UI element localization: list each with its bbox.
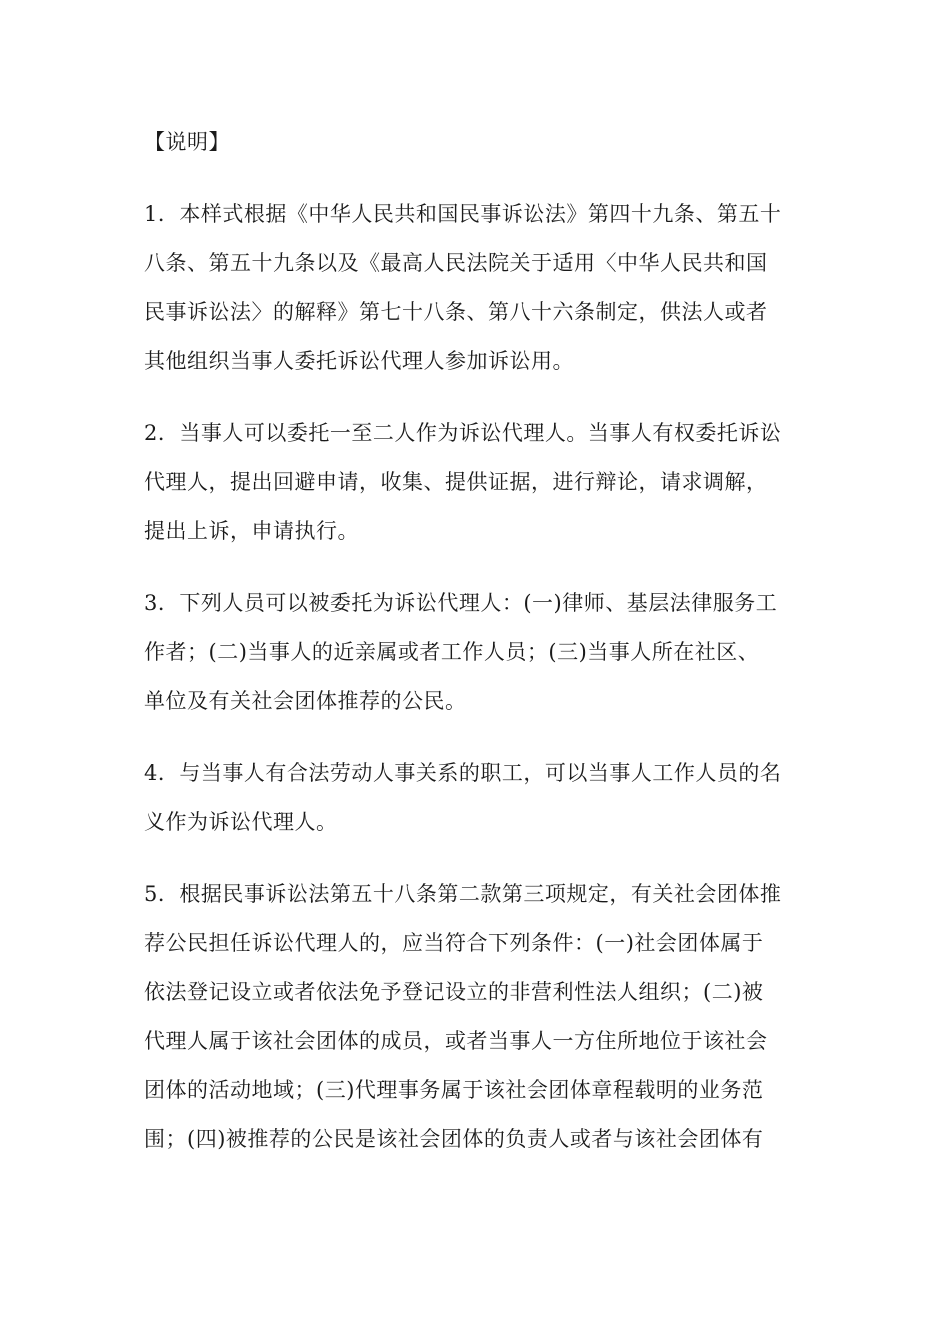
document-page bbox=[144, 118, 808, 1187]
paragraph-line: 义作为诉讼代理人。 bbox=[144, 810, 338, 834]
paragraph-line: 代理人属于该社会团体的成员，或者当事人一方住所地位于该社会 bbox=[144, 1029, 768, 1053]
paragraph-4 bbox=[144, 749, 808, 847]
paragraph-line: 5．根据民事诉讼法第五十八条第二款第三项规定，有关社会团体推 bbox=[144, 882, 782, 906]
section-heading: 【说明】 bbox=[144, 130, 230, 154]
paragraph-line: 4．与当事人有合法劳动人事关系的职工，可以当事人工作人员的名 bbox=[144, 761, 782, 785]
paragraph-line: 提出上诉，申请执行。 bbox=[144, 519, 359, 543]
paragraph-line: 3．下列人员可以被委托为诉讼代理人：(一)律师、基层法律服务工 bbox=[144, 591, 778, 615]
paragraph-line: 代理人，提出回避申请，收集、提供证据，进行辩论，请求调解， bbox=[144, 470, 768, 494]
paragraph-3 bbox=[144, 579, 808, 726]
paragraph-5 bbox=[144, 870, 808, 1164]
paragraph-line: 八条、第五十九条以及《最高人民法院关于适用〈中华人民共和国 bbox=[144, 251, 768, 275]
paragraph-line: 其他组织当事人委托诉讼代理人参加诉讼用。 bbox=[144, 349, 574, 373]
paragraph-1 bbox=[144, 190, 808, 386]
paragraph-2 bbox=[144, 409, 808, 556]
paragraph-line: 单位及有关社会团体推荐的公民。 bbox=[144, 689, 467, 713]
paragraph-line: 作者；(二)当事人的近亲属或者工作人员；(三)当事人所在社区、 bbox=[144, 640, 760, 664]
paragraph-line: 2．当事人可以委托一至二人作为诉讼代理人。当事人有权委托诉讼 bbox=[144, 421, 782, 445]
paragraph-line: 依法登记设立或者依法免予登记设立的非营利性法人组织；(二)被 bbox=[144, 980, 764, 1004]
paragraph-line: 1．本样式根据《中华人民共和国民事诉讼法》第四十九条、第五十 bbox=[144, 202, 782, 226]
paragraph-line: 民事诉讼法〉的解释》第七十八条、第八十六条制定，供法人或者 bbox=[144, 300, 768, 324]
paragraph-line: 团体的活动地域；(三)代理事务属于该社会团体章程载明的业务范 bbox=[144, 1078, 764, 1102]
paragraph-line: 围；(四)被推荐的公民是该社会团体的负责人或者与该社会团体有 bbox=[144, 1127, 764, 1151]
paragraph-line: 荐公民担任诉讼代理人的，应当符合下列条件：(一)社会团体属于 bbox=[144, 931, 764, 955]
